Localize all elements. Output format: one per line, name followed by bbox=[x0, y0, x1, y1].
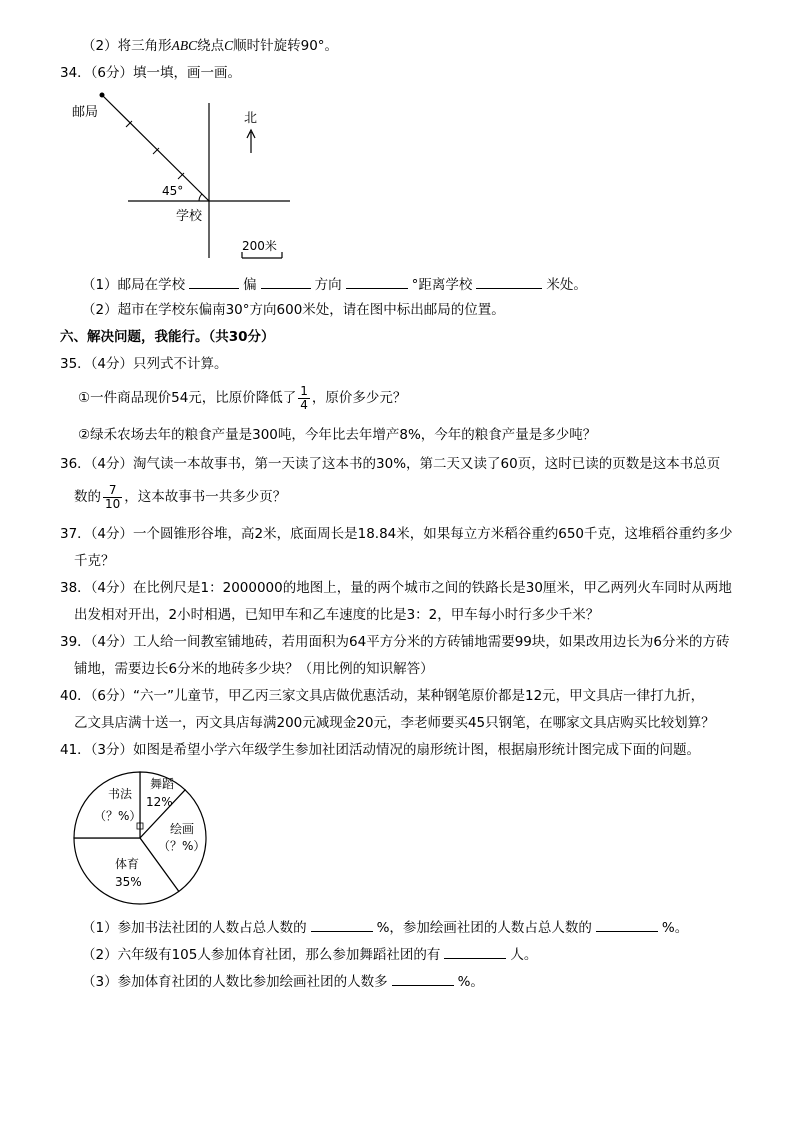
blank-sports-vs-painting[interactable] bbox=[392, 971, 454, 986]
school-label: 学校 bbox=[176, 209, 203, 224]
q36-line1: 36．（4分）淘气读一本故事书，第一天读了这本书的30%，第二天又读了60页，这时已读的页数是这本书总页 bbox=[60, 456, 721, 472]
blank-angle[interactable] bbox=[346, 274, 408, 289]
q39-line2: 铺地，需要边长6分米的地砖多少块？（用比例的知识解答） bbox=[74, 661, 434, 677]
pie-label-painting: 绘画 bbox=[170, 822, 195, 836]
q37-line2: 千克？ bbox=[74, 553, 115, 569]
pie-label-dance: 舞蹈 bbox=[150, 777, 175, 791]
q34-sub1: （1）邮局在学校 偏 方向 °距离学校 米处。 bbox=[82, 274, 587, 294]
blank-calligraphy-pct[interactable] bbox=[311, 917, 373, 932]
pie-pct-painting: （？%） bbox=[158, 839, 206, 853]
pie-pct-dance: 12% bbox=[146, 795, 173, 809]
pie-slice-3 bbox=[74, 772, 140, 838]
q41-title: 41．（3分）如图是希望小学六年级学生参加社团活动情况的扇形统计图，根据扇形统计图完成下面的问题。 bbox=[60, 742, 701, 758]
q34-sub2: （2）超市在学校东偏南30°方向600米处，请在图中标出邮局的位置。 bbox=[82, 302, 505, 318]
fraction: $\frac{1}{4}$ bbox=[300, 383, 308, 412]
q41-sub1: （1）参加书法社团的人数占总人数的 %，参加绘画社团的人数占总人数的 %。 bbox=[82, 917, 688, 937]
north-label: 北 bbox=[244, 111, 258, 126]
q35-item2: ②绿禾农场去年的粮食产量是300吨，今年比去年增产8%，今年的粮食产量是多少吨？ bbox=[78, 427, 597, 443]
pie-chart bbox=[70, 768, 220, 908]
blank-direction-2[interactable] bbox=[261, 274, 311, 289]
scale-label: 200米 bbox=[242, 239, 277, 253]
q33-part2: （2）将三角形ABC绕点C顺时针旋转90°。 bbox=[82, 38, 339, 54]
q34-title: 34．（6分）填一填，画一画。 bbox=[60, 65, 242, 81]
blank-painting-pct[interactable] bbox=[596, 917, 658, 932]
pie-pct-sports: 35% bbox=[115, 875, 142, 889]
q38-line2: 出发相对开出，2小时相遇，已知甲车和乙车速度的比是3：2，甲车每小时行多少千米？ bbox=[74, 607, 600, 623]
direction-diagram bbox=[70, 88, 300, 273]
blank-direction-1[interactable] bbox=[189, 274, 239, 289]
q38-line1: 38．（4分）在比例尺是1：2000000的地图上，量的两个城市之间的铁路长是30厘米，甲乙两列火车同时从两地 bbox=[60, 580, 732, 596]
pie-label-calligraphy: 书法 bbox=[108, 787, 133, 801]
pie-label-sports: 体育 bbox=[115, 857, 140, 871]
q36-line2: 数的 $\frac{7}{10}$ ，这本故事书一共多少页？ bbox=[74, 482, 287, 511]
pie-pct-calligraphy: （？%） bbox=[94, 809, 142, 823]
blank-dance-count[interactable] bbox=[444, 944, 506, 959]
blank-distance[interactable] bbox=[476, 274, 542, 289]
q40-line2: 乙文具店满十送一，丙文具店每满200元减现金20元，李老师要买45只钢笔，在哪家文具店购买比较划算？ bbox=[74, 715, 715, 731]
q35-item1: ①一件商品现价54元，比原价降低了 $\frac{1}{4}$ ，原价多少元？ bbox=[78, 383, 407, 412]
q35-title: 35．（4分）只列式不计算。 bbox=[60, 356, 228, 372]
section-6-heading: 六、解决问题，我能行。（共30分） bbox=[60, 329, 275, 345]
q41-sub3: （3）参加体育社团的人数比参加绘画社团的人数多 %。 bbox=[82, 971, 484, 991]
post-office-label: 邮局 bbox=[72, 105, 99, 120]
q39-line1: 39．（4分）工人给一间教室铺地砖，若用面积为64平方分米的方砖铺地需要99块，如果改用边长为6分米的方砖 bbox=[60, 634, 730, 650]
q41-sub2: （2）六年级有105人参加体育社团，那么参加舞蹈社团的有 人。 bbox=[82, 944, 537, 964]
q37-line1: 37．（4分）一个圆锥形谷堆，高2米，底面周长是18.84米，如果每立方米稻谷重约650千克，这堆稻谷重约多少 bbox=[60, 526, 733, 542]
fraction: $\frac{7}{10}$ bbox=[105, 482, 121, 511]
q40-line1: 40．（6分）“六一”儿童节，甲乙丙三家文具店做优惠活动，某种钢笔原价都是12元，甲文具店一律打九折， bbox=[60, 688, 705, 704]
post-office-line bbox=[102, 95, 209, 201]
angle-arc bbox=[199, 194, 202, 201]
angle-label: 45° bbox=[162, 184, 184, 198]
